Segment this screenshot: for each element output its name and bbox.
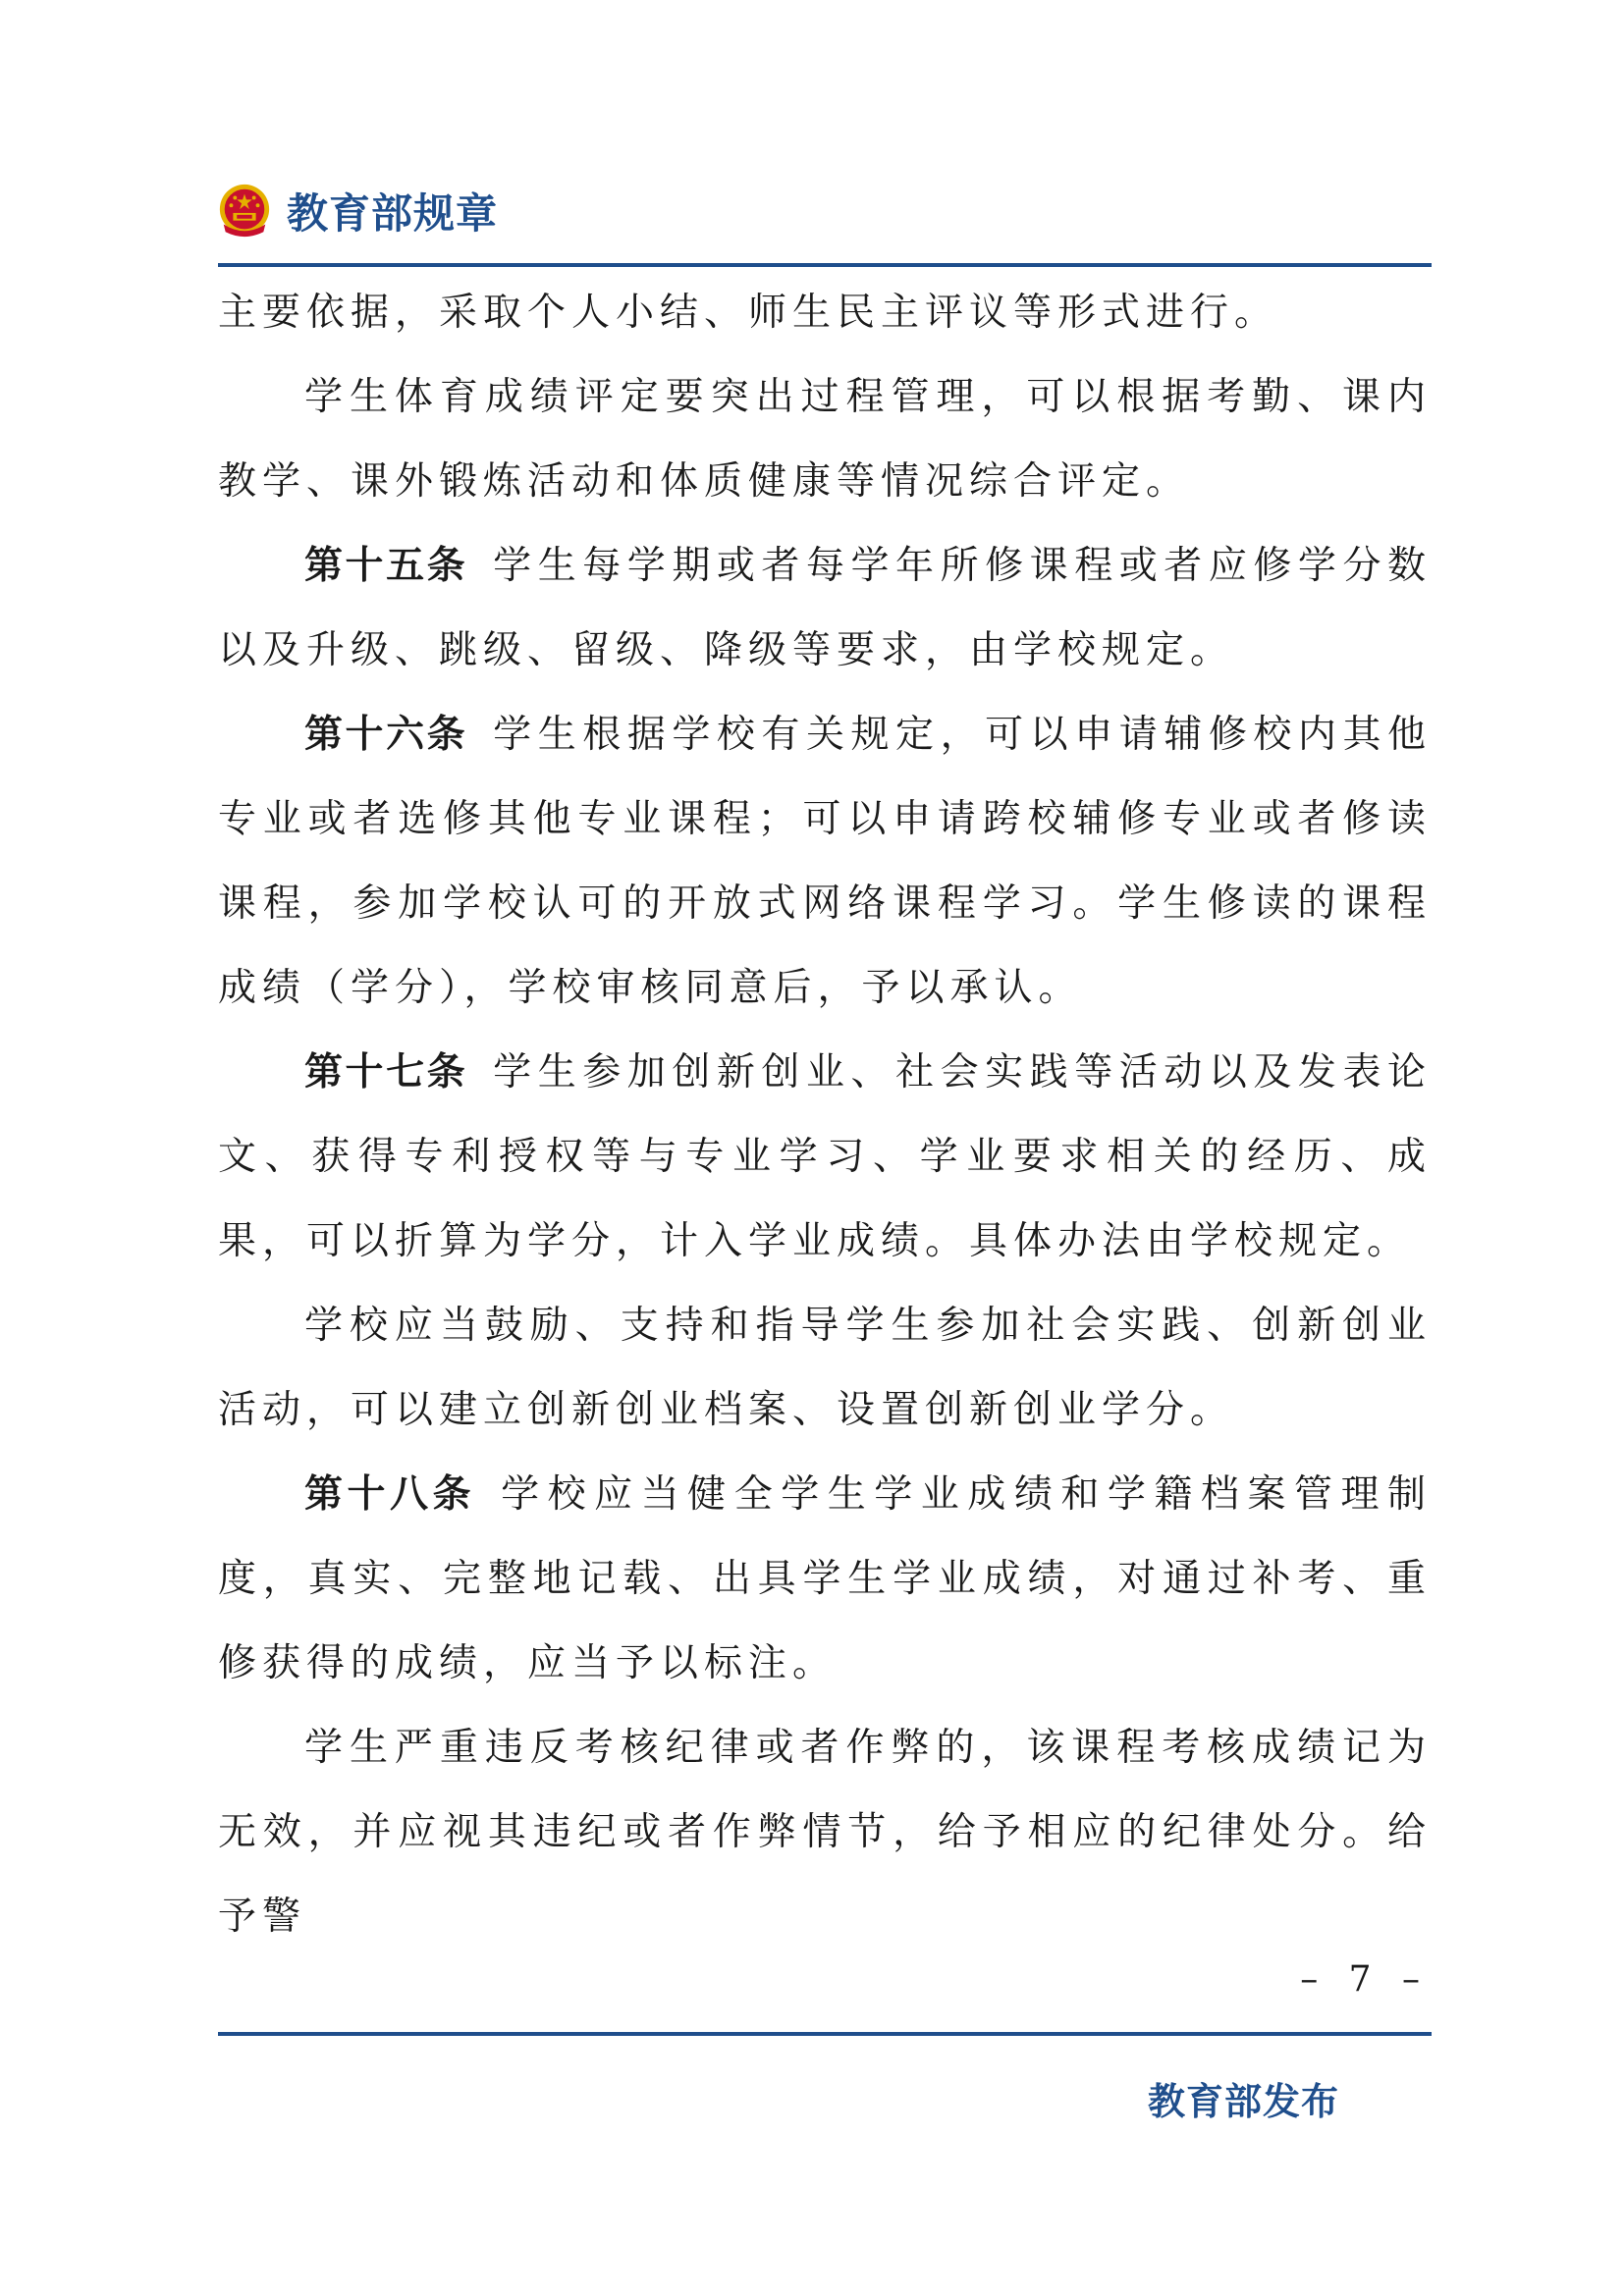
header-divider	[218, 263, 1432, 267]
paragraph-text: 学校应当鼓励、支持和指导学生参加社会实践、创新创业活动，可以建立创新创业档案、设置创新创业学分。	[218, 1304, 1432, 1432]
article-number: 第十五条	[304, 544, 468, 588]
article-paragraph	[218, 1031, 1432, 1284]
body-paragraph	[218, 355, 1432, 524]
paragraph-text: 主要依据，采取个人小结、师生民主评议等形式进行。	[218, 291, 1279, 335]
body-paragraph	[218, 1706, 1432, 1959]
body-paragraph	[218, 271, 1432, 355]
footer-publisher: 教育部发布	[1147, 2080, 1339, 2123]
paragraph-text: 学校应当健全学生学业成绩和学籍档案管理制度，真实、完整地记载、出具学生学业成绩，对通过补考、重修获得的成绩，应当予以标注。	[218, 1472, 1432, 1685]
article-number: 第十六条	[304, 713, 468, 757]
paragraph-text: 学生参加创新创业、社会实践等活动以及发表论文、获得专利授权等与专业学习、学业要求相关的经历、成果，可以折算为学分，计入学业成绩。具体办法由学校规定。	[218, 1050, 1432, 1263]
national-emblem-icon	[216, 183, 273, 240]
page-number: – 7 –	[1300, 1959, 1430, 2000]
page-header	[216, 172, 498, 250]
paragraph-text: 学生根据学校有关规定，可以申请辅修校内其他专业或者选修其他专业课程；可以申请跨校辅修专业或者修读课程，参加学校认可的开放式网络课程学习。学生修读的课程成绩（学分），学校审核同意后，予以承认。	[218, 713, 1432, 1010]
header-title: 教育部规章	[287, 189, 499, 238]
article-paragraph	[218, 693, 1432, 1031]
document-body	[218, 271, 1432, 1959]
article-paragraph	[218, 1453, 1432, 1706]
paragraph-text: 学生每学期或者每学年所修课程或者应修学分数以及升级、跳级、留级、降级等要求，由学校规定。	[218, 544, 1432, 672]
article-paragraph	[218, 524, 1432, 693]
footer-divider	[218, 2032, 1432, 2036]
body-paragraph	[218, 1284, 1432, 1453]
article-number: 第十八条	[304, 1472, 476, 1517]
paragraph-text: 学生体育成绩评定要突出过程管理，可以根据考勤、课内教学、课外锻炼活动和体质健康等情况综合评定。	[218, 375, 1432, 504]
paragraph-text: 学生严重违反考核纪律或者作弊的，该课程考核成绩记为无效，并应视其违纪或者作弊情节，给予相应的纪律处分。给予警	[218, 1726, 1432, 1939]
article-number: 第十七条	[304, 1050, 468, 1095]
